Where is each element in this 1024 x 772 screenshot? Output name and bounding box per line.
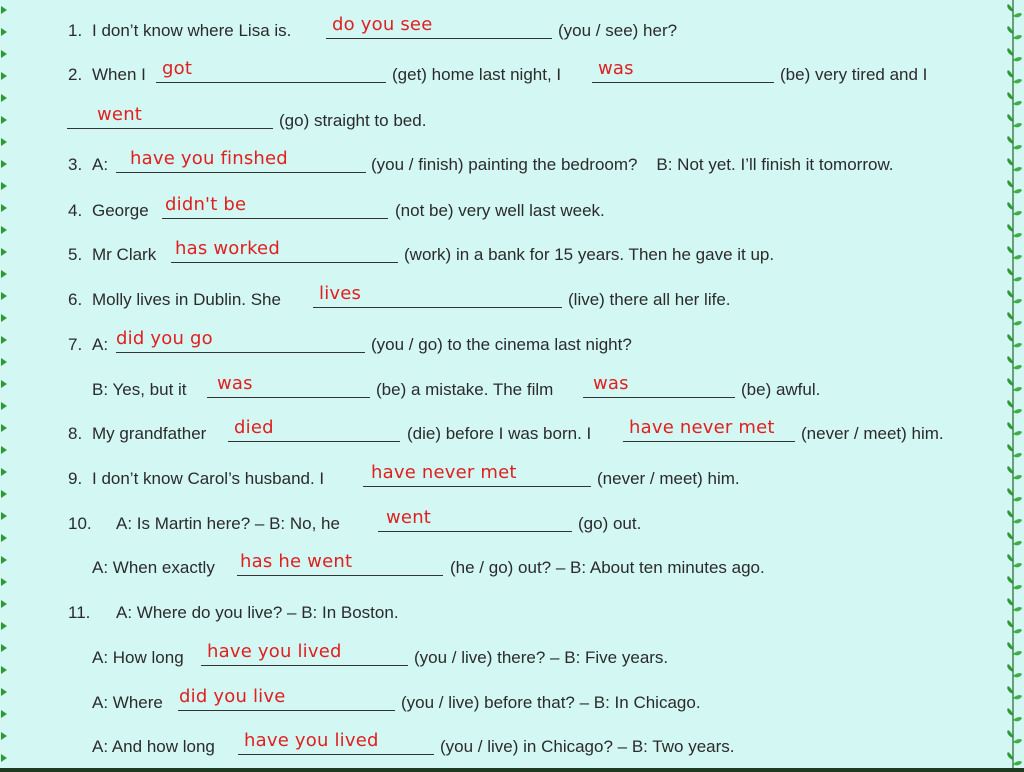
exercise-line-11 [0, 598, 1024, 628]
item-number: 8. [68, 424, 83, 443]
leaf-icon [1, 138, 7, 146]
leaf-icon [1013, 409, 1022, 413]
sentence-text: George [92, 201, 149, 220]
sentence-text: (never / meet) him. [801, 424, 944, 443]
leaf-icon [1, 94, 7, 102]
sentence-text: A: Is Martin here? – B: No, he [116, 514, 340, 533]
item-number: 9. [68, 469, 83, 488]
exercise-line-11-continued [0, 732, 1024, 762]
exercise-line-10 [0, 509, 1024, 539]
handwritten-answer: do you see [332, 14, 433, 35]
leaf-icon [1013, 585, 1022, 589]
item-number: 3. [68, 155, 83, 174]
handwritten-answer: have never met [371, 462, 517, 483]
sentence-text: (go) out. [578, 514, 642, 533]
sentence-text: A: [92, 335, 109, 354]
handwritten-answer: have you lived [244, 730, 379, 751]
answer-blank[interactable] [116, 150, 366, 173]
answer-blank[interactable] [326, 16, 552, 39]
sentence-text: A: When exactly [92, 558, 215, 577]
handwritten-answer: have you lived [207, 641, 342, 662]
exercise-line-11-continued [0, 688, 1024, 718]
handwritten-answer: have never met [629, 417, 775, 438]
item-number: 5. [68, 245, 83, 264]
answer-blank[interactable] [67, 106, 273, 129]
handwritten-answer: have you finshed [130, 148, 288, 169]
exercise-line-2 [0, 60, 1024, 90]
sentence-text: (you / see) her? [558, 21, 678, 40]
leaf-icon [1013, 189, 1022, 193]
leaf-icon [1, 314, 7, 322]
leaf-icon [1007, 92, 1013, 100]
sentence-text: A: Where [92, 693, 163, 712]
sentence-text: A: [92, 155, 109, 174]
answer-blank[interactable] [313, 285, 562, 308]
sentence-text: A: How long [92, 648, 184, 667]
sentence-text: (you / live) there? – B: Five years. [414, 648, 669, 667]
sentence-text: (you / finish) painting the bedroom? B: Not yet. I’ll finish it tomorrow. [371, 155, 894, 174]
handwritten-answer: got [162, 58, 193, 79]
leaf-icon [1013, 145, 1022, 149]
exercise-line-5 [0, 240, 1024, 270]
sentence-text: A: Where do you live? – B: In Boston. [116, 603, 399, 622]
handwritten-answer: was [593, 373, 629, 394]
answer-blank[interactable] [116, 330, 365, 353]
answer-blank[interactable] [201, 643, 408, 666]
sentence-text: Mr Clark [92, 245, 157, 264]
exercise-line-1 [0, 16, 1024, 46]
exercise-line-3 [0, 150, 1024, 180]
leaf-icon [1013, 101, 1022, 105]
leaf-icon [1, 6, 7, 14]
answer-blank[interactable] [583, 375, 735, 398]
leaf-icon [1013, 497, 1022, 501]
sentence-text: (live) there all her life. [568, 290, 731, 309]
leaf-icon [1007, 48, 1013, 56]
sentence-text: (be) awful. [741, 380, 821, 399]
sentence-text: B: Yes, but it [92, 380, 187, 399]
handwritten-answer: did you go [116, 328, 213, 349]
handwritten-answer: has worked [175, 238, 280, 259]
sentence-text: (be) a mistake. The film [376, 380, 554, 399]
sentence-text: (you / live) before that? – B: In Chicago. [401, 693, 701, 712]
sentence-text: (get) home last night, I [392, 65, 562, 84]
exercise-line-7-continued [0, 375, 1024, 405]
handwritten-answer: did you live [179, 686, 286, 707]
sentence-text: I don’t know where Lisa is. [92, 21, 292, 40]
sentence-text: (he / go) out? – B: About ten minutes ago. [450, 558, 765, 577]
leaf-icon [1007, 4, 1013, 12]
leaf-icon [1013, 453, 1022, 457]
sentence-text: My grandfather [92, 424, 207, 443]
handwritten-answer: didn't be [165, 194, 247, 215]
leaf-icon [1013, 629, 1022, 633]
answer-blank[interactable] [237, 553, 443, 576]
leaf-icon [1, 226, 7, 234]
answer-blank[interactable] [378, 509, 572, 532]
answer-blank[interactable] [162, 196, 388, 219]
leaf-icon [1013, 277, 1022, 281]
answer-blank[interactable] [178, 688, 395, 711]
sentence-text: A: And how long [92, 737, 215, 756]
leaf-icon [1013, 541, 1022, 545]
answer-blank[interactable] [238, 732, 434, 755]
exercise-line-6 [0, 285, 1024, 315]
exercise-line-4 [0, 196, 1024, 226]
item-number: 7. [68, 335, 83, 354]
sentence-text: (be) very tired and I [780, 65, 928, 84]
sentence-text: (not be) very well last week. [395, 201, 605, 220]
handwritten-answer: went [386, 507, 432, 528]
leaf-icon [1, 270, 7, 278]
answer-blank[interactable] [228, 419, 400, 442]
exercise-line-2-continued [0, 106, 1024, 136]
item-number: 1. [68, 21, 83, 40]
handwritten-answer: lives [319, 283, 362, 304]
leaf-icon [1013, 233, 1022, 237]
leaf-icon [1007, 180, 1013, 188]
bottom-border [0, 768, 1024, 772]
item-number: 11. [68, 603, 91, 622]
sentence-text: (work) in a bank for 15 years. Then he gave it up. [404, 245, 775, 264]
handwritten-answer: was [598, 58, 634, 79]
handwritten-answer: has he went [240, 551, 353, 572]
leaf-icon [1013, 365, 1022, 369]
exercise-line-9 [0, 464, 1024, 494]
sentence-text: (you / go) to the cinema last night? [371, 335, 632, 354]
answer-blank[interactable] [592, 60, 774, 83]
item-number: 10. [68, 514, 92, 533]
sentence-text: (you / live) in Chicago? – B: Two years. [440, 737, 735, 756]
leaf-icon [1007, 136, 1013, 144]
leaf-icon [1, 50, 7, 58]
handwritten-answer: was [217, 373, 253, 394]
sentence-text: (go) straight to bed. [279, 111, 427, 130]
exercise-line-10-continued [0, 553, 1024, 583]
handwritten-answer: died [234, 417, 274, 438]
exercise-line-11-continued [0, 643, 1024, 673]
answer-blank[interactable] [363, 464, 591, 487]
exercise-line-8 [0, 419, 1024, 449]
sentence-text: When I [92, 65, 146, 84]
sentence-text: (never / meet) him. [597, 469, 740, 488]
item-number: 6. [68, 290, 83, 309]
answer-blank[interactable] [156, 60, 386, 83]
item-number: 2. [68, 65, 83, 84]
item-number: 4. [68, 201, 83, 220]
answer-blank[interactable] [207, 375, 370, 398]
leaf-icon [1013, 321, 1022, 325]
exercise-line-7 [0, 330, 1024, 360]
answer-blank[interactable] [171, 240, 398, 263]
handwritten-answer: went [97, 104, 143, 125]
sentence-text: I don’t know Carol’s husband. I [92, 469, 325, 488]
sentence-text: Molly lives in Dublin. She [92, 290, 281, 309]
leaf-icon [1, 182, 7, 190]
leaf-icon [1013, 673, 1022, 677]
sentence-text: (die) before I was born. I [407, 424, 592, 443]
answer-blank[interactable] [623, 419, 795, 442]
